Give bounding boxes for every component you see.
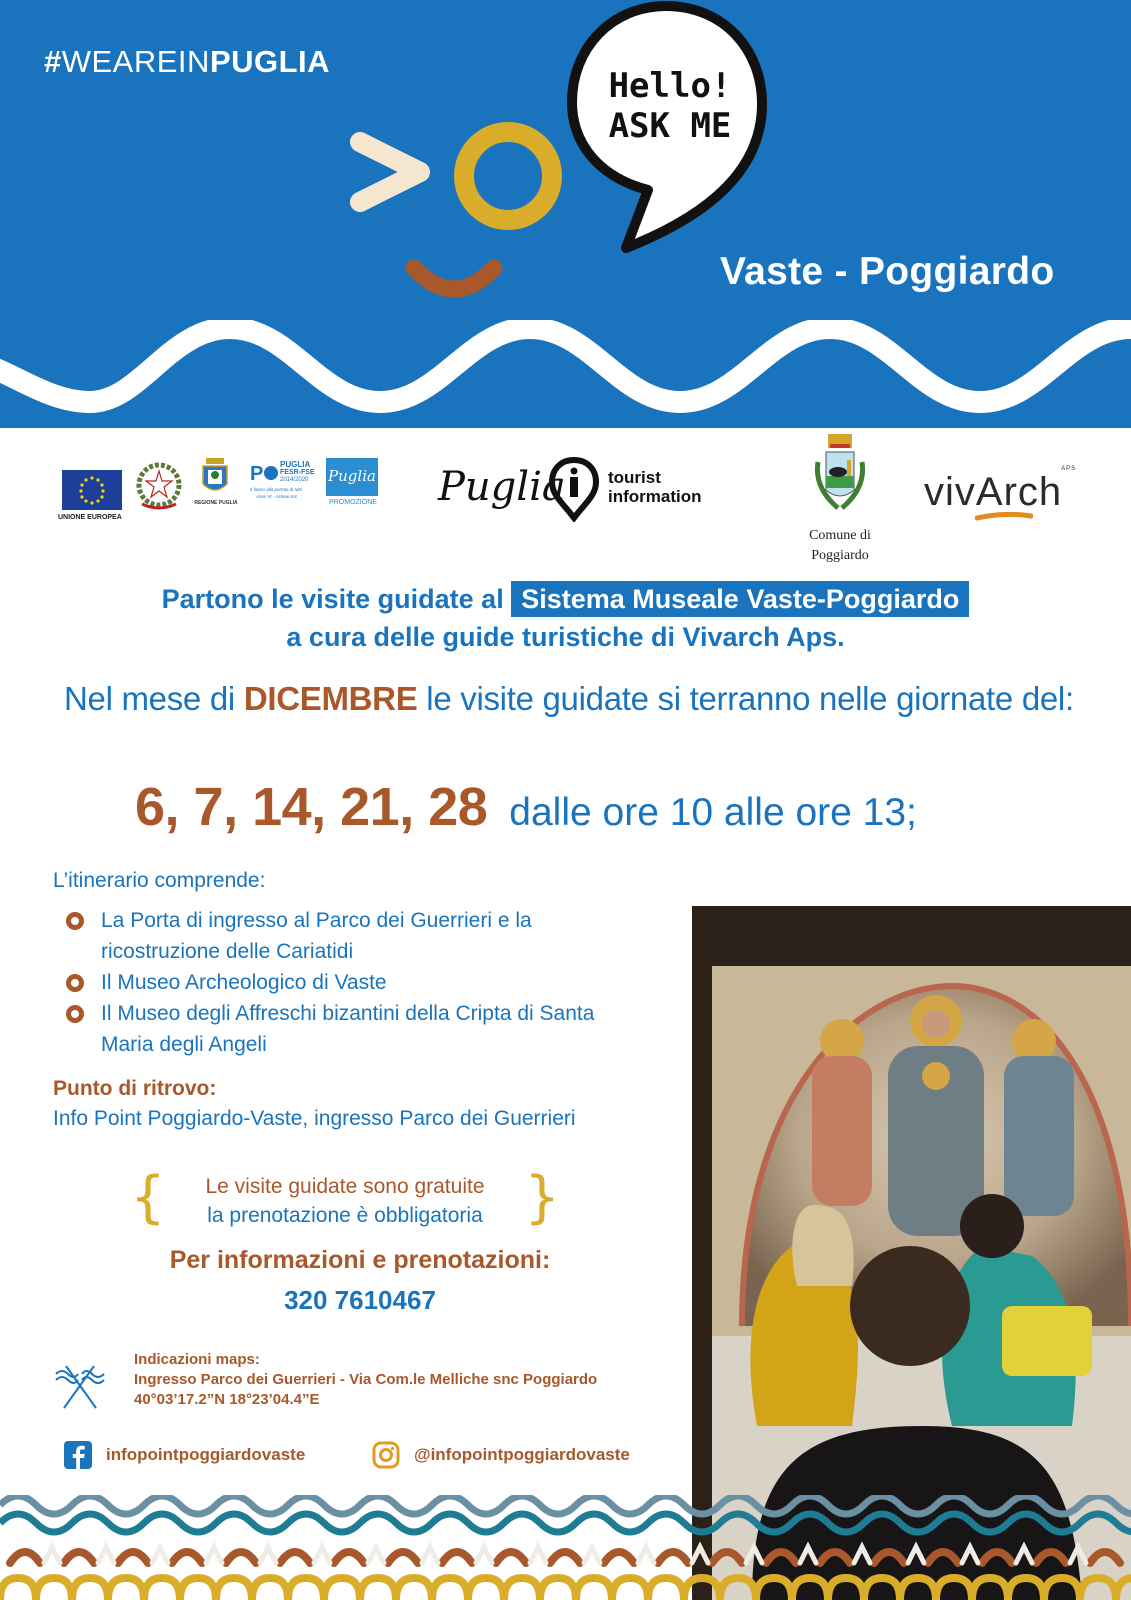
info-pin-icon [548, 456, 600, 522]
itinerary-item-text: Il Museo degli Affreschi bizantini della Cripta di Santa Maria degli Angeli [101, 1002, 595, 1056]
itinerary-item [66, 967, 636, 998]
itinerary-title: L’itinerario comprende: [53, 869, 266, 892]
meeting-point-title: Punto di ritrovo: [53, 1077, 217, 1100]
tourist-label: tourist [608, 468, 661, 487]
itinerary-item [66, 998, 636, 1060]
ring-bullet-icon [66, 974, 84, 992]
instagram-link[interactable] [372, 1441, 630, 1469]
crossed-flags-icon [52, 1360, 108, 1410]
tourist-information-label [608, 468, 702, 506]
eu-flag-logo [62, 470, 122, 510]
fesr-p-icon [250, 460, 280, 486]
vivarch-name: vivArch [924, 470, 1063, 514]
vivarch-underline-icon [975, 512, 1033, 522]
hashtag-symbol: # [44, 44, 62, 79]
fesr-logo [250, 456, 322, 512]
schedule-hours: dalle ore 10 alle ore 13; [509, 791, 917, 834]
bubble-line-1: Hello! [608, 66, 732, 106]
right-brace-icon: } [524, 1165, 560, 1230]
schedule-month: DICEMBRE [243, 680, 418, 717]
puglia-script-logo: Puglia [438, 464, 566, 510]
decorative-waves [0, 1495, 1131, 1600]
schedule-dates-line [135, 776, 917, 838]
header-banner [0, 0, 1131, 428]
comune-poggiardo-crest-icon [808, 432, 872, 522]
schedule-pre: Nel mese di [64, 680, 235, 717]
hashtag-weareinpuglia [44, 44, 330, 80]
contact-title: Per informazioni e prenotazioni: [169, 1246, 551, 1274]
eu-stars-icon [62, 470, 122, 510]
svg-text:P: P [250, 463, 264, 485]
bubble-line-2: ASK ME [608, 106, 732, 146]
facebook-icon [64, 1441, 92, 1469]
fesr-tagline: Il futuro alla portata di tutti [250, 487, 302, 492]
regione-puglia-label: REGIONE PUGLIA [194, 500, 238, 506]
itinerary-item-text: La Porta di ingresso al Parco dei Guerrieri e la ricostruzione delle Cariatidi [101, 909, 532, 963]
eu-label: UNIONE EUROPEA [58, 514, 122, 521]
location-subtitle: Vaste - Poggiardo [720, 250, 1055, 293]
italian-republic-emblem-icon [134, 460, 184, 514]
schedule-dates: 6, 7, 14, 21, 28 [135, 777, 488, 837]
facebook-link[interactable] [64, 1441, 305, 1469]
meeting-point-text: Info Point Poggiardo-Vaste, ingresso Parco dei Guerrieri [53, 1107, 576, 1130]
vivarch-logo [924, 466, 1077, 515]
maps-address[interactable]: Ingresso Parco dei Guerrieri - Via Com.le Melliche snc Poggiardo [134, 1371, 598, 1388]
ring-bullet-icon [66, 912, 84, 930]
notice-booking-required: la prenotazione è obbligatoria [207, 1204, 483, 1227]
left-brace-icon: { [130, 1165, 166, 1230]
fesr-title: PUGLIA [280, 460, 311, 469]
maps-coordinates[interactable]: 40°03’17.2”N 18°23’04.4”E [134, 1391, 320, 1408]
schedule-post: le visite guidate si terranno nelle giornate del: [426, 680, 1074, 717]
notice-free-tours: Le visite guidate sono gratuite [205, 1175, 485, 1198]
instagram-handle: @infopointpoggiardovaste [414, 1445, 630, 1464]
regione-puglia-crest-icon [200, 458, 230, 498]
intro-line-1 [0, 580, 1131, 618]
fesr-years: 2014/2020 [280, 477, 309, 483]
bubble-text [600, 66, 740, 146]
comune-line-1: Comune di [809, 528, 871, 543]
intro-line-2: a cura delle guide turistiche di Vivarch Aps. [286, 622, 845, 652]
maps-title: Indicazioni maps: [134, 1351, 260, 1368]
hashtag-bold: PUGLIA [209, 44, 331, 79]
schedule-month-line [64, 678, 1104, 720]
museum-system-highlight: Sistema Museale Vaste-Poggiardo [511, 581, 969, 617]
header-wave [0, 320, 1131, 428]
contact-phone[interactable]: 320 7610467 [284, 1285, 436, 1315]
booking-notice [130, 1165, 560, 1230]
vivarch-aps: APS [1061, 466, 1077, 472]
instagram-icon [372, 1441, 400, 1469]
comune-poggiardo-label [798, 526, 882, 566]
smiley-face-icon [340, 120, 580, 310]
intro-prefix: Partono le visite guidate al [161, 584, 504, 614]
maps-text [134, 1350, 597, 1410]
facebook-handle: infopointpoggiardovaste [106, 1445, 306, 1464]
hashtag-thin: WEAREIN [61, 44, 210, 79]
information-label: information [608, 487, 702, 506]
intro-text [0, 580, 1131, 656]
itinerary-list [66, 905, 636, 1060]
promozione-script: Puglia [326, 458, 378, 496]
comune-line-2: Poggiardo [811, 548, 869, 563]
itinerary-item-text: Il Museo Archeologico di Vaste [101, 971, 387, 994]
itinerary-item [66, 905, 636, 967]
partner-logos-strip [0, 428, 1131, 568]
puglia-promozione-logo [326, 458, 380, 512]
promozione-label: PROMOZIONE [329, 499, 377, 506]
fesr-axis: Asse VI - Azione 6.8 [256, 494, 297, 499]
ring-bullet-icon [66, 1005, 84, 1023]
fesr-subtitle: FESR-FSE [280, 469, 315, 476]
